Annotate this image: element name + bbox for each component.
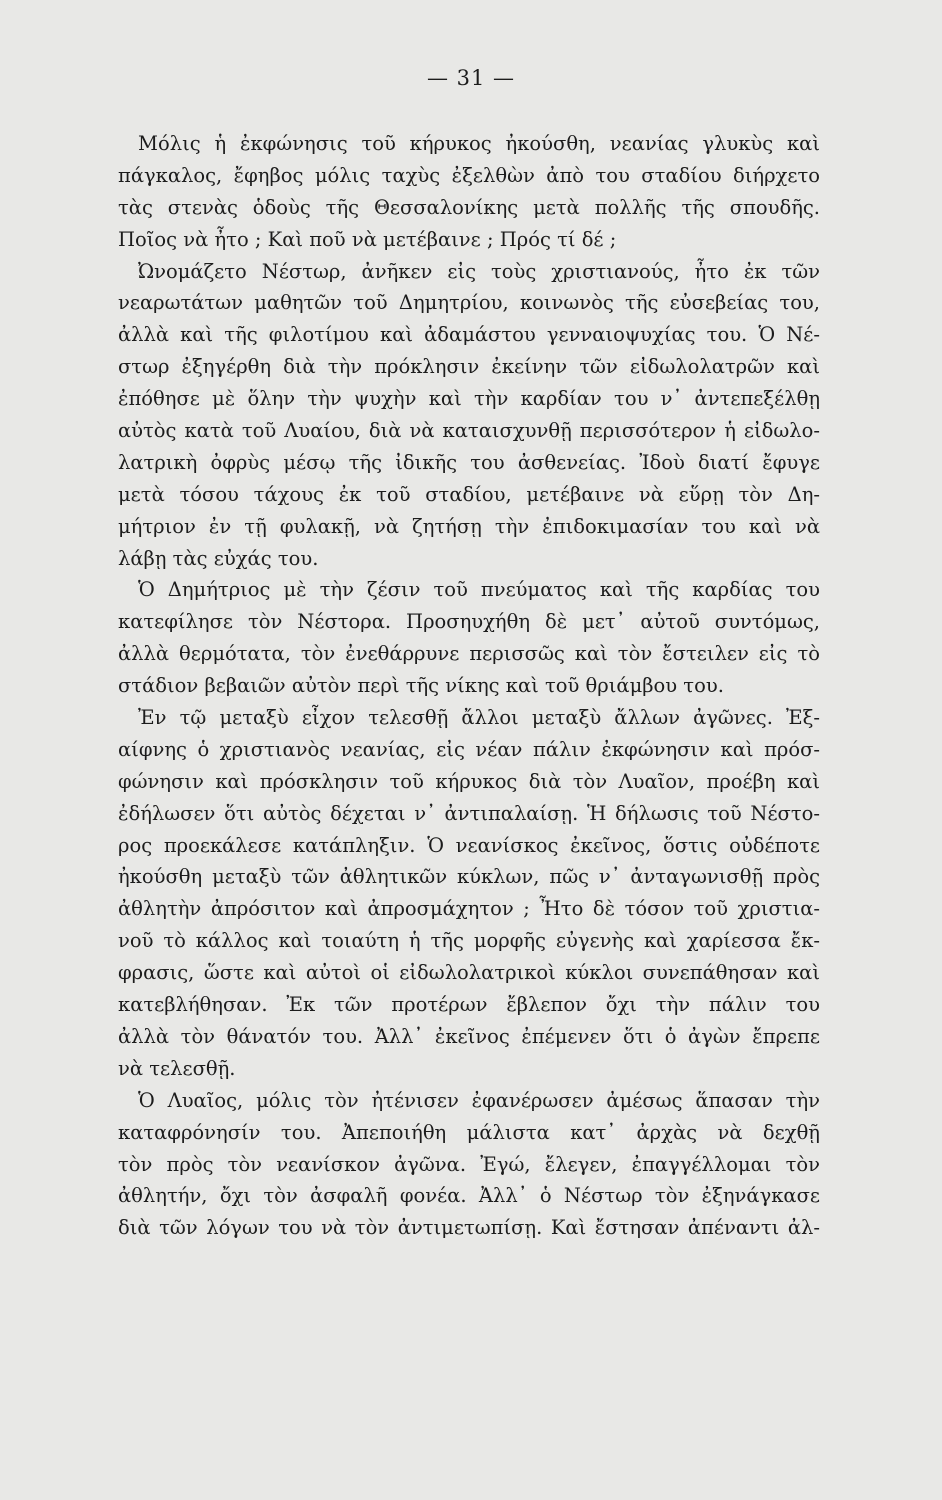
text-line: Μόλις ἡ ἐκφώνησις τοῦ κήρυκος ἠκούσθη, νεανίας γλυκὺς καὶ (138, 132, 820, 155)
text-line: κατεφίλησε τὸν Νέστορα. Προσηυχήθη δὲ μετ᾽ αὐτοῦ συντόμως, (118, 610, 820, 634)
text-line: στωρ ἐξηγέρθη διὰ τὴν πρόκλησιν ἐκείνην τῶν εἰδωλολατρῶν καὶ (118, 355, 820, 379)
text-line: Ὠνομάζετο Νέστωρ, ἀνῆκεν εἰς τοὺς χριστιανούς, ἦτο ἐκ τῶν (138, 259, 820, 283)
text-line: μήτριον ἐν τῇ φυλακῇ, νὰ ζητήσῃ τὴν ἐπιδοκιμασίαν του καὶ νὰ (118, 514, 820, 538)
text-line: λάβῃ τὰς εὐχάς του. (118, 546, 319, 570)
text-line: ρος προεκάλεσε κατάπληξιν. Ὁ νεανίσκος ἐκεῖνος, ὅστις οὐδέποτε (118, 833, 820, 857)
text-line: νοῦ τὸ κάλλος καὶ τοιαύτη ἡ τῆς μορφῆς εὐγενὴς καὶ χαρίεσσα ἔκ- (118, 929, 820, 953)
text-line: ἀθλητὴν ἀπρόσιτον καὶ ἀπροσμάχητον ; Ἦτο δὲ τόσον τοῦ χριστια- (118, 897, 820, 921)
text-line: ἀλλὰ καὶ τῆς φιλοτίμου καὶ ἀδαμάστου γενναιοψυχίας του. Ὁ Νέ- (118, 323, 820, 347)
text-line: ἀλλὰ θερμότατα, τὸν ἐνεθάρρυνε περισσῶς καὶ τὸν ἔστειλεν εἰς τὸ (118, 642, 820, 666)
text-line: φώνησιν καὶ πρόσκλησιν τοῦ κήρυκος διὰ τὸν Λυαῖον, προέβη καὶ (118, 769, 820, 793)
body-text (118, 128, 820, 1244)
text-line: καταφρόνησίν του. Ἀπεποιήθη μάλιστα κατ᾽ ἀρχὰς νὰ δεχθῇ (118, 1120, 820, 1144)
text-line: ἠκούσθη μεταξὺ τῶν ἀθλητικῶν κύκλων, πῶς ν᾽ ἀνταγωνισθῇ πρὸς (118, 865, 820, 889)
text-line: τὸν πρὸς τὸν νεανίσκον ἀγῶνα. Ἐγώ, ἔλεγεν, ἐπαγγέλλομαι τὸν (118, 1152, 820, 1176)
text-line: διὰ τῶν λόγων του νὰ τὸν ἀντιμετωπίσῃ. Καὶ ἔστησαν ἀπέναντι ἀλ- (118, 1216, 820, 1240)
text-line: νὰ τελεσθῇ. (118, 1056, 236, 1080)
text-line: λατρικὴ ὀφρὺς μέσῳ τῆς ἰδικῆς του ἀσθενείας. Ἰδοὺ διατί ἔφυγε (118, 450, 820, 474)
text-line: ἐδήλωσεν ὅτι αὐτὸς δέχεται ν᾽ ἀντιπαλαίσῃ. Ἡ δήλωσις τοῦ Νέστο- (118, 801, 820, 825)
text-line: ἀλλὰ τὸν θάνατόν του. Ἀλλ᾽ ἐκεῖνος ἐπέμενεν ὅτι ὁ ἀγὼν ἔπρεπε (118, 1024, 820, 1048)
text-line: κατεβλήθησαν. Ἐκ τῶν προτέρων ἔβλεπον ὄχι τὴν πάλιν του (118, 993, 820, 1017)
text-line: φρασις, ὥστε καὶ αὐτοὶ οἱ εἰδωλολατρικοὶ κύκλοι συνεπάθησαν καὶ (118, 961, 820, 985)
text-line: αίφνης ὁ χριστιανὸς νεανίας, εἰς νέαν πάλιν ἐκφώνησιν καὶ πρόσ- (118, 737, 820, 761)
text-line: τὰς στενὰς ὁδοὺς τῆς Θεσσαλονίκης μετὰ πολλῆς τῆς σπουδῆς. (118, 195, 820, 219)
text-line: Ὁ Λυαῖος, μόλις τὸν ἠτένισεν ἐφανέρωσεν ἀμέσως ἅπασαν τὴν (138, 1088, 820, 1112)
text-line: ἐπόθησε μὲ ὅλην τὴν ψυχὴν καὶ τὴν καρδίαν του ν᾽ ἀντεπεξέλθῃ (118, 387, 820, 411)
text-line: στάδιον βεβαιῶν αὐτὸν περὶ τῆς νίκης καὶ τοῦ θριάμβου του. (118, 674, 724, 698)
text-line: μετὰ τόσου τάχους ἐκ τοῦ σταδίου, μετέβαινε νὰ εὕρῃ τὸν Δη- (118, 482, 820, 506)
text-line: Ἐν τῷ μεταξὺ εἶχον τελεσθῇ ἄλλοι μεταξὺ ἄλλων ἀγῶνες. Ἐξ- (138, 706, 820, 730)
text-line: ἀθλητήν, ὄχι τὸν ἀσφαλῆ φονέα. Ἀλλ᾽ ὁ Νέστωρ τὸν ἐξηνάγκασε (118, 1184, 820, 1208)
text-line: νεαρωτάτων μαθητῶν τοῦ Δημητρίου, κοινωνὸς τῆς εὐσεβείας του, (118, 291, 820, 315)
text-line: Ὁ Δημήτριος μὲ τὴν ζέσιν τοῦ πνεύματος καὶ τῆς καρδίας του (138, 578, 820, 602)
page-number: — 31 — (426, 66, 516, 90)
text-line: αὐτὸς κατὰ τοῦ Λυαίου, διὰ νὰ καταισχυνθῇ περισσότερον ἡ εἰδωλο- (118, 419, 820, 443)
text-line: Ποῖος νὰ ἦτο ; Καὶ ποῦ νὰ μετέβαινε ; Πρός τί δέ ; (118, 227, 617, 251)
text-line: πάγκαλος, ἔφηβος μόλις ταχὺς ἐξελθὼν ἀπὸ του σταδίου διήρχετο (118, 163, 820, 187)
